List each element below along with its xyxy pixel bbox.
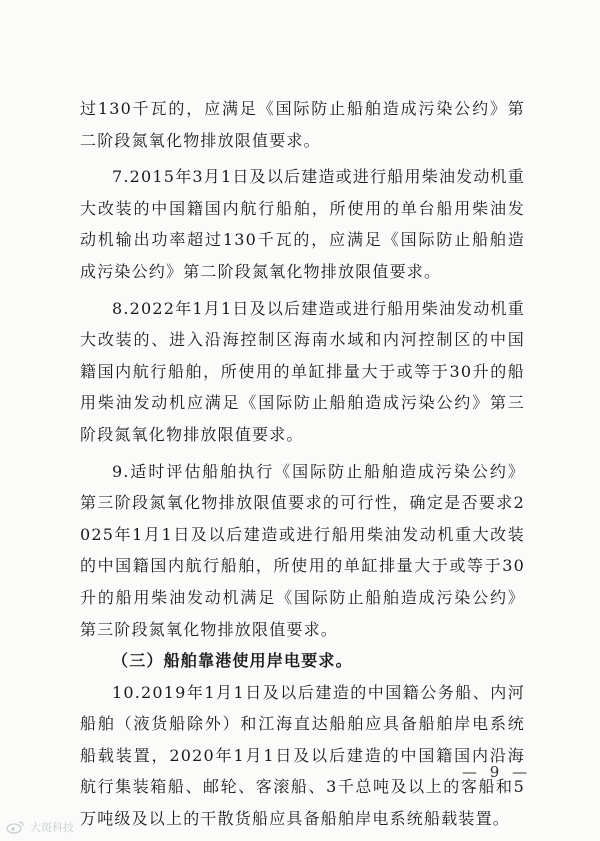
paragraph-item-7: 7.2015年3月1日及以后建造或进行船用柴油发动机重大改装的中国籍国内航行船舶，所使用的单台船用柴油发动机输出功率超过130千瓦的，应满足《国际防止船舶造成污染公约》第二阶段氮氧化物排放限值要求。 [80,167,525,281]
paragraph-item-8: 8.2022年1月1日及以后建造或进行船用柴油发动机重大改装的、进入沿海控制区海南水域和内河控制区的中国籍国内航行船舶，所使用的单缸排量大于或等于30升的船用柴油发动机应满足《国际防止船舶造成污染公约》第三阶段氮氧化物排放限值要求。 [80,298,525,444]
watermark [6,819,74,835]
watermark-text: 大斑科技 [30,821,74,834]
document-body [80,93,525,835]
weibo-logo-icon [6,820,26,834]
section-heading-shore-power: （三）船舶靠港使用岸电要求。 [112,651,353,671]
paragraph-item-9: 9.适时评估船舶执行《国际防止船舶造成污染公约》第三阶段氮氧化物排放限值要求的可行性，确定是否要求2025年1月1日及以后建造或进行船用柴油发动机重大改装的中国籍国内航行船舶，所使用的单缸排量大于或等于30升的船用柴油发动机满足《国际防止船舶造成污染公约》第三阶段氮氧化物排放限值要求。 [80,461,525,639]
paragraph-item-10: 10.2019年1月1日及以后建造的中国籍公务船、内河船舶（液货船除外）和江海直达船舶应具备船舶岸电系统船载装置，2020年1月1日及以后建造的中国籍国内沿海航行集装箱船、邮轮、客滚船、3千总吨及以上的客船和5万吨级及以上的干散货船应具备船舶岸电系统船载装置。 [80,682,525,829]
page-number: — 9 — [462,763,532,781]
paragraph-continuation: 过130千瓦的，应满足《国际防止船舶造成污染公约》第二阶段氮氧化物排放限值要求。 [80,99,525,150]
